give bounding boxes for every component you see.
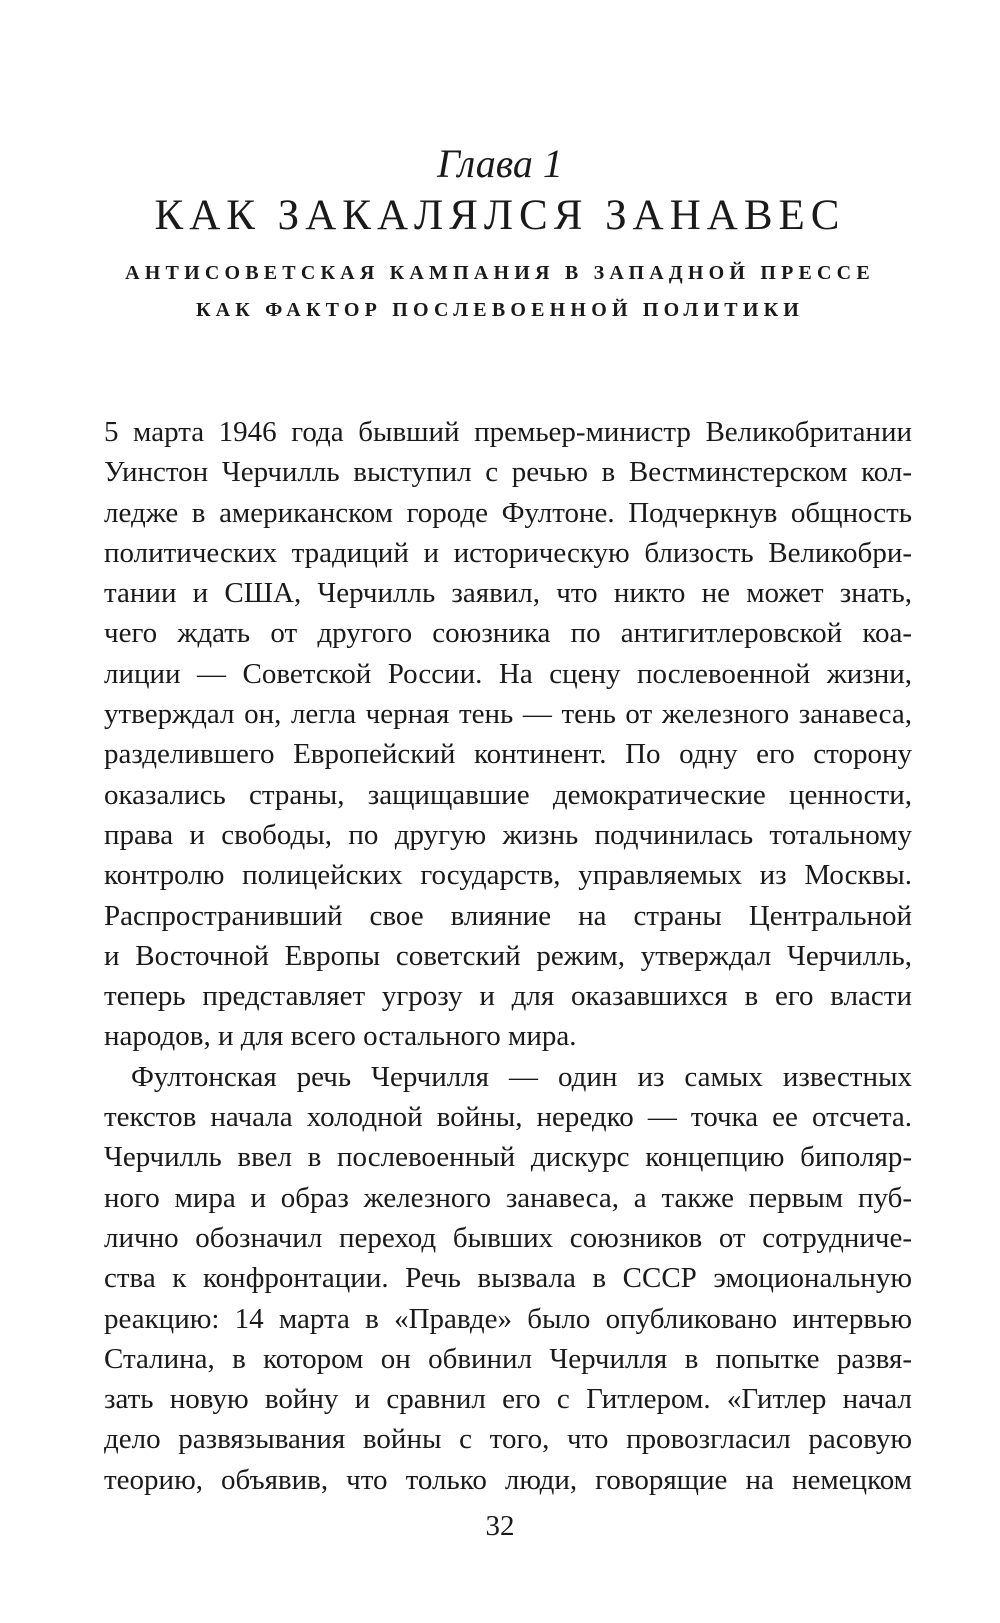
chapter-subtitle	[0, 255, 1000, 329]
text-line: теорию, объявив, что только люди, говорящие на немецком	[104, 1463, 912, 1496]
text-line: ства к конфронтации. Речь вызвала в СССР эмоциональную	[104, 1262, 912, 1295]
body-text	[104, 412, 912, 1500]
text-line: 5 марта 1946 года бывший премьер-министр Великобритании	[104, 416, 912, 448]
paragraph-1	[104, 412, 912, 1057]
chapter-label: Глава 1	[437, 141, 563, 186]
text-line: оказались страны, защищавшие демократические ценности,	[104, 778, 912, 811]
page-number: 32	[485, 1510, 515, 1542]
text-line: политических традиций и историческую близость Великобри-	[104, 536, 912, 569]
text-line: зать новую войну и сравнил его с Гитлером. «Гитлер начал	[104, 1383, 912, 1416]
subtitle-line: КАК ФАКТОР ПОСЛЕВОЕННОЙ ПОЛИТИКИ	[195, 299, 805, 321]
text-line: и Восточной Европы советский режим, утверждал Черчилль,	[104, 939, 912, 972]
text-line: народов, и для всего остального мира.	[104, 1020, 577, 1053]
text-line: ледже в американском городе Фултоне. Подчеркнув общность	[104, 496, 912, 529]
text-line: разделившего Европейский континент. По одну его сторону	[104, 738, 912, 771]
text-line: Сталина, в котором он обвинил Черчилля в попытке развя-	[104, 1342, 912, 1375]
text-line: Фултонская речь Черчилля — один из самых известных	[131, 1060, 912, 1093]
text-line: текстов начала холодной войны, нередко — точка ее отсчета.	[104, 1101, 912, 1134]
text-line: Черчилль ввел в послевоенный дискурс концепцию биполяр-	[104, 1141, 912, 1174]
text-line: чего ждать от другого союзника по антигитлеровской коа-	[104, 617, 912, 650]
text-line: теперь представляет угрозу и для оказавшихся в его власти	[104, 980, 912, 1013]
text-line: ного мира и образ железного занавеса, а также первым пуб-	[104, 1181, 912, 1214]
subtitle-line: АНТИСОВЕТСКАЯ КАМПАНИЯ В ЗАПАДНОЙ ПРЕССЕ	[125, 262, 875, 284]
text-line: лиции — Советской России. На сцену послевоенной жизни,	[104, 657, 912, 690]
text-line: тании и США, Черчилль заявил, что никто не может знать,	[104, 577, 912, 610]
paragraph-2	[104, 1057, 912, 1500]
text-line: права и свободы, по другую жизнь подчинилась тотальному	[104, 818, 912, 851]
text-line: лично обозначил переход бывших союзников от сотрудниче-	[104, 1221, 912, 1254]
text-line: Распространивший свое влияние на страны Центральной	[104, 899, 912, 932]
chapter-title: КАК ЗАКАЛЯЛСЯ ЗАНАВЕС	[154, 192, 846, 239]
text-line: Уинстон Черчилль выступил с речью в Вестминстерском кол-	[104, 456, 912, 489]
text-line: контролю полицейских государств, управляемых из Москвы.	[104, 859, 912, 892]
text-line: дело развязывания войны с того, что провозгласил расовую	[104, 1423, 912, 1456]
text-line: утверждал он, легла черная тень — тень от железного занавеса,	[104, 698, 912, 731]
text-line: реакцию: 14 марта в «Правде» было опубликовано интервью	[104, 1302, 912, 1335]
